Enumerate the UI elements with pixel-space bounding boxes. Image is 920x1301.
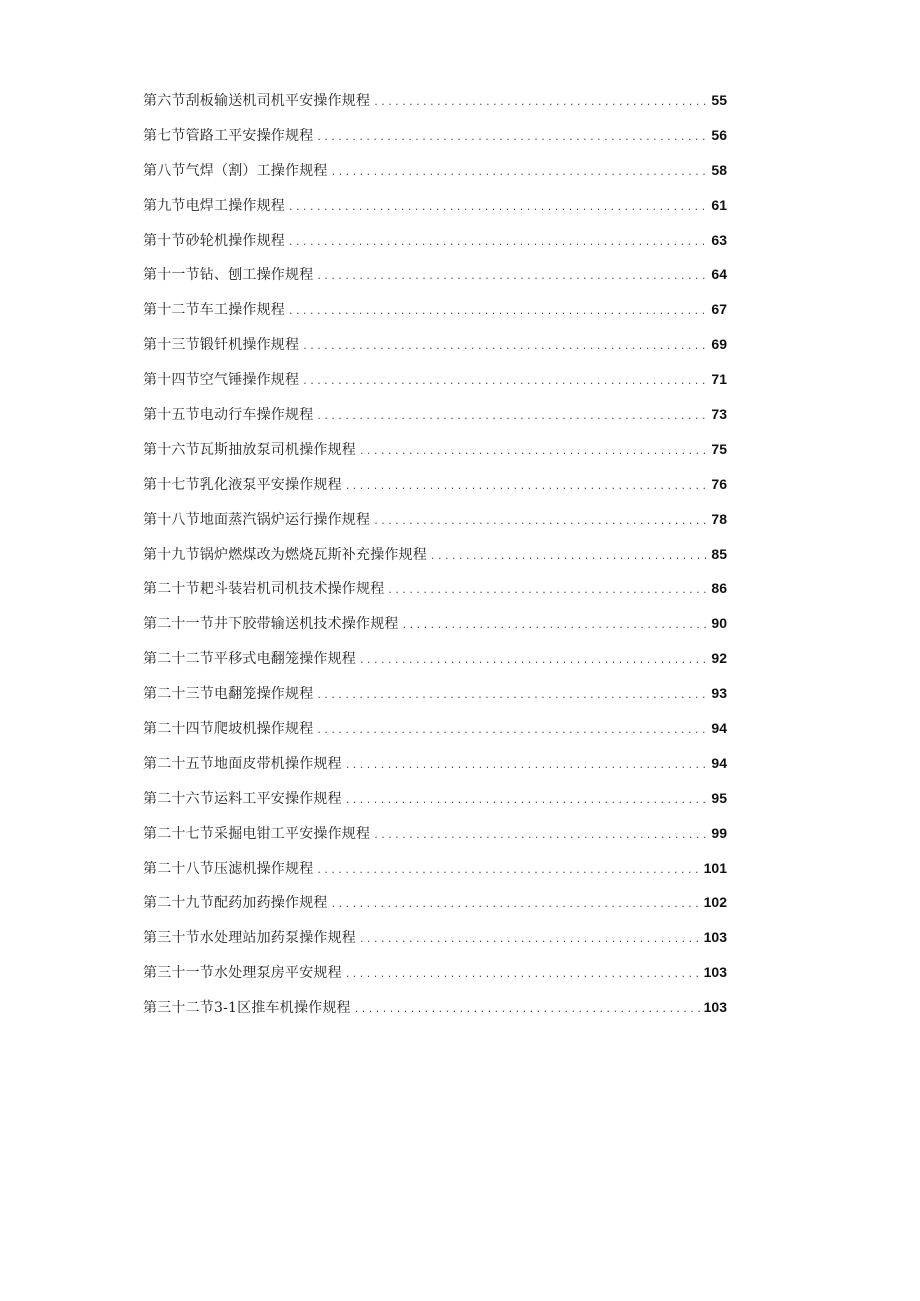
toc-entry[interactable] [143, 646, 727, 681]
toc-entry-title: 第十四节空气锤操作规程 [143, 372, 300, 389]
toc-entry-page: 85 [711, 545, 727, 562]
toc-entry-title: 第二十节耙斗装岩机司机技术操作规程 [143, 581, 385, 598]
toc-entry-title: 第十七节乳化液泵平安操作规程 [143, 476, 342, 493]
dot-leader [360, 648, 708, 672]
toc-entry-title: 第十节砂轮机操作规程 [143, 232, 285, 249]
dot-leader [317, 404, 708, 428]
toc-entry[interactable] [143, 332, 727, 367]
toc-entry-title: 第十九节锅炉燃煤改为燃烧瓦斯补充操作规程 [143, 546, 427, 563]
toc-entry[interactable] [143, 995, 727, 1030]
toc-entry[interactable] [143, 856, 727, 891]
toc-entry[interactable] [143, 611, 727, 646]
toc-entry-title: 第二十七节采掘电钳工平安操作规程 [143, 825, 371, 842]
toc-entry[interactable] [143, 158, 727, 193]
toc-entry-title: 第二十三节电翻笼操作规程 [143, 686, 314, 703]
toc-entry-page: 73 [711, 406, 727, 423]
toc-entry[interactable] [143, 367, 727, 402]
toc-entry-page: 103 [703, 999, 727, 1016]
dot-leader [346, 788, 709, 812]
toc-entry-page: 90 [711, 615, 727, 632]
toc-entry[interactable] [143, 402, 727, 437]
toc-entry-page: 86 [711, 580, 727, 597]
toc-entry[interactable] [143, 472, 727, 507]
toc-entry[interactable] [143, 507, 727, 542]
toc-entry-title: 第二十八节压滤机操作规程 [143, 860, 314, 877]
toc-entry-page: 67 [711, 301, 727, 318]
toc-entry-title: 第三十节水处理站加药泵操作规程 [143, 930, 356, 947]
toc-entry-page: 92 [711, 650, 727, 667]
dot-leader [355, 997, 701, 1021]
toc-entry-title: 第三十二节3-1区推车机操作规程 [143, 1000, 351, 1017]
toc-entry[interactable] [143, 821, 727, 856]
toc-entry-title: 第二十五节地面皮带机操作规程 [143, 755, 342, 772]
toc-entry-page: 58 [711, 161, 727, 178]
dot-leader [303, 334, 708, 358]
toc-entry[interactable] [143, 751, 727, 786]
toc-entry-page: 75 [711, 440, 727, 457]
dot-leader [360, 927, 701, 951]
toc-entry-page: 99 [711, 824, 727, 841]
toc-entry-title: 第二十一节井下胶带输送机技术操作规程 [143, 616, 399, 633]
dot-leader [317, 125, 708, 149]
toc-entry-title: 第十二节车工操作规程 [143, 302, 285, 319]
toc-entry[interactable] [143, 960, 727, 995]
toc-entry[interactable] [143, 123, 727, 158]
toc-entry-title: 第七节管路工平安操作规程 [143, 127, 314, 144]
toc-entry[interactable] [143, 193, 727, 228]
dot-leader [374, 823, 708, 847]
dot-leader [289, 299, 708, 323]
toc-entry-page: 103 [703, 929, 727, 946]
toc-entry-page: 102 [703, 894, 727, 911]
toc-entry-page: 64 [711, 266, 727, 283]
toc-entry-page: 95 [711, 789, 727, 806]
dot-leader [317, 683, 708, 707]
toc-entry-page: 94 [711, 754, 727, 771]
dot-leader [303, 369, 708, 393]
dot-leader [346, 474, 709, 498]
dot-leader [374, 509, 708, 533]
toc-entry-page: 55 [711, 92, 727, 108]
dot-leader [317, 264, 708, 288]
toc-entry-title: 第十一节钻、刨工操作规程 [143, 267, 314, 284]
toc-entry-title: 第二十六节运料工平安操作规程 [143, 790, 342, 807]
dot-leader [289, 195, 708, 219]
toc-entry-page: 61 [711, 196, 727, 213]
toc-entry[interactable] [143, 925, 727, 960]
toc-entry[interactable] [143, 786, 727, 821]
toc-entry-title: 第二十四节爬坡机操作规程 [143, 721, 314, 738]
toc-entry-title: 第九节电焊工操作规程 [143, 197, 285, 214]
toc-entry-page: 93 [711, 685, 727, 702]
toc-entry-page: 101 [703, 859, 727, 876]
toc-entry-page: 94 [711, 720, 727, 737]
toc-entry-title: 第二十九节配药加药操作规程 [143, 895, 328, 912]
toc-entry[interactable] [143, 228, 727, 263]
toc-entry-page: 103 [703, 964, 727, 981]
toc-entry-page: 69 [711, 336, 727, 353]
toc-entry[interactable] [143, 576, 727, 611]
toc-entry[interactable] [143, 890, 727, 925]
table-of-contents [143, 88, 727, 1030]
toc-entry[interactable] [143, 88, 727, 123]
toc-entry[interactable] [143, 681, 727, 716]
dot-leader [332, 892, 701, 916]
toc-entry-title: 第十五节电动行车操作规程 [143, 407, 314, 424]
dot-leader [388, 578, 708, 602]
toc-entry-title: 第三十一节水处理泵房平安规程 [143, 965, 342, 982]
dot-leader [317, 718, 708, 742]
dot-leader [346, 753, 709, 777]
dot-leader [403, 613, 709, 637]
dot-leader [289, 230, 708, 254]
toc-entry-title: 第六节刮板输送机司机平安操作规程 [143, 93, 371, 109]
toc-entry[interactable] [143, 542, 727, 577]
toc-entry[interactable] [143, 262, 727, 297]
dot-leader [360, 439, 708, 463]
toc-entry[interactable] [143, 437, 727, 472]
toc-entry-page: 78 [711, 510, 727, 527]
toc-entry-page: 63 [711, 231, 727, 248]
toc-entry[interactable] [143, 716, 727, 751]
dot-leader [374, 90, 708, 114]
toc-entry-title: 第十三节锻钎机操作规程 [143, 337, 300, 354]
dot-leader [317, 858, 700, 882]
toc-entry-page: 56 [711, 126, 727, 143]
toc-entry-title: 第十六节瓦斯抽放泵司机操作规程 [143, 441, 356, 458]
toc-entry-title: 第十八节地面蒸汽锅炉运行操作规程 [143, 511, 371, 528]
toc-entry[interactable] [143, 297, 727, 332]
toc-entry-page: 71 [711, 371, 727, 388]
dot-leader [346, 962, 701, 986]
toc-entry-title: 第八节气焊（割）工操作规程 [143, 162, 328, 179]
dot-leader [332, 160, 709, 184]
toc-entry-title: 第二十二节平移式电翻笼操作规程 [143, 651, 356, 668]
dot-leader [431, 544, 708, 568]
toc-entry-page: 76 [711, 475, 727, 492]
